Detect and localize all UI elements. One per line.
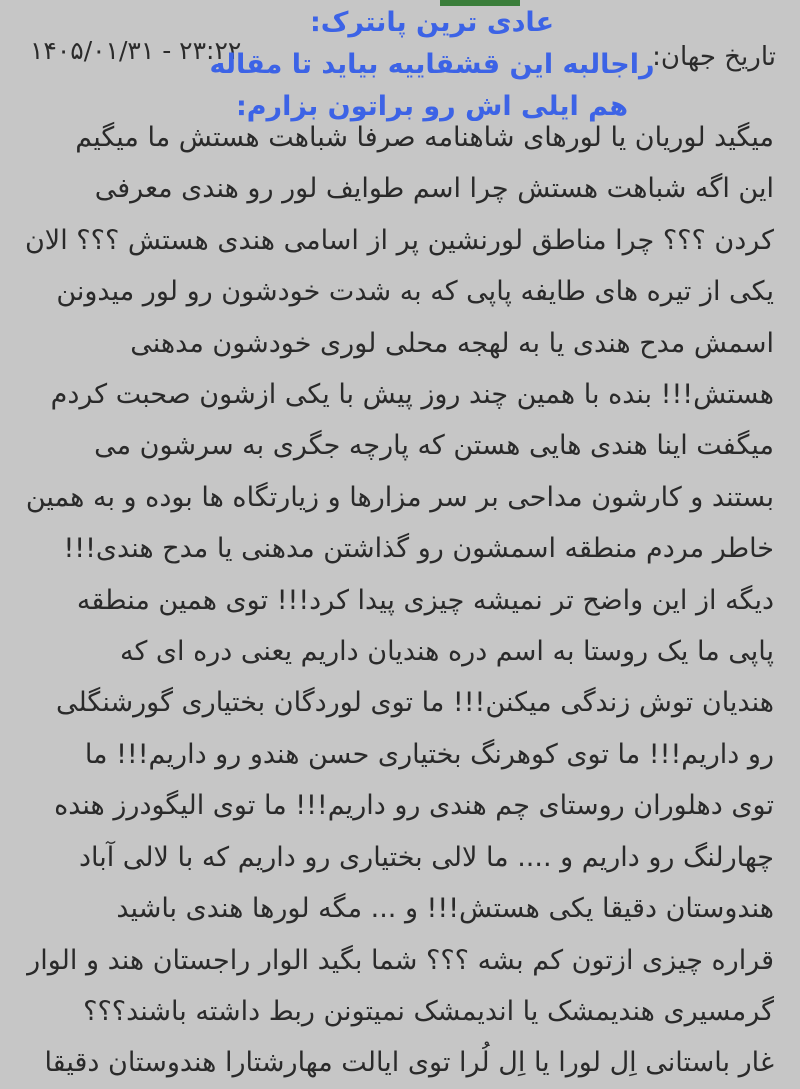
article-line: رو داریم!!! ما توی کوهرنگ بختیاری حسن هندو رو داریم!!! ما — [84, 738, 774, 770]
header — [0, 0, 800, 120]
article-line: توی دهلوران روستای چم هندی رو داریم!!! ما توی الیگودرز هنده — [54, 790, 774, 822]
article-line: قراره چیزی ازتون کم بشه ؟؟؟ شما بگید الوار راجستان هند و الوار — [27, 944, 774, 976]
article-line: میگید لوریان یا لورهای شاهنامه صرفا شباهت هستش ما میگیم — [75, 122, 774, 153]
overlay-line: عادی ترین پانترک: — [309, 7, 555, 38]
article-line: این اگه شباهت هستش چرا اسم طوایف لور رو هندی معرفی — [94, 173, 774, 205]
article-line: هندوستان دقیقا یکی هستش!!! و ... مگه لورها هندی باشید — [116, 893, 774, 925]
article-line: پاپی ما یک روستا به اسم دره هندیان داریم یعنی دره ای که — [119, 636, 774, 668]
article-line: هستش!!! بنده با همین چند روز پیش با یکی ازشون صحبت کردم — [50, 379, 774, 411]
article-line: یکی از تیره های طایفه پاپی که به شدت خودشون رو لور میدونن — [56, 276, 774, 308]
article-line: بستند و کارشون مداحی بر سر مزارها و زیارتگاه ها بوده و به همین — [25, 481, 774, 513]
article-line: هندیان توش زندگی میکنن!!! ما توی لوردگان بختیاری گورشنگلی — [55, 687, 774, 719]
article-line: میگفت اینا هندی هایی هستن که پارچه جگری به سرشون می — [94, 430, 774, 462]
overlay-caption — [192, 2, 672, 128]
date-label: تاریخ جهان: — [652, 42, 776, 72]
article-line: اسمش مدح هندی یا به لهجه محلی لوری خودشون مدهنی — [130, 327, 774, 359]
article-body — [24, 112, 774, 1089]
overlay-line: راجالبه این قشقاییه بیاید تا مقاله — [209, 49, 655, 80]
article-line: دیگه از این واضح تر نمیشه چیزی پیدا کرد!!! توی همین منطقه — [76, 584, 774, 616]
article-line: کردن ؟؟؟ چرا مناطق لورنشین پر از اسامی هندی هستش ؟؟؟ الان — [24, 224, 774, 256]
date-value: ۱۴۰۵/۰۱/۳۱ - ۲۳:۲۲ — [30, 36, 242, 65]
overlay-line: هم ایلی اش رو براتون بزارم: — [235, 91, 629, 122]
article-line: چهارلنگ رو داریم و .... ما لالی بختیاری رو داریم که با لالی آباد — [78, 841, 774, 873]
article-line: گرمسیری هندیمشک یا اندیمشک نمیتونن ربط داشته باشند؟؟؟ — [83, 995, 774, 1027]
article-line: غار باستانی اِل لورا یا اِل لُرا توی ایالت مهارشتارا هندوستان دقیقا — [44, 1047, 774, 1079]
article-line: خاطر مردم منطقه اسمشون رو گذاشتن مدهنی یا مدح هندی!!! — [63, 533, 774, 565]
